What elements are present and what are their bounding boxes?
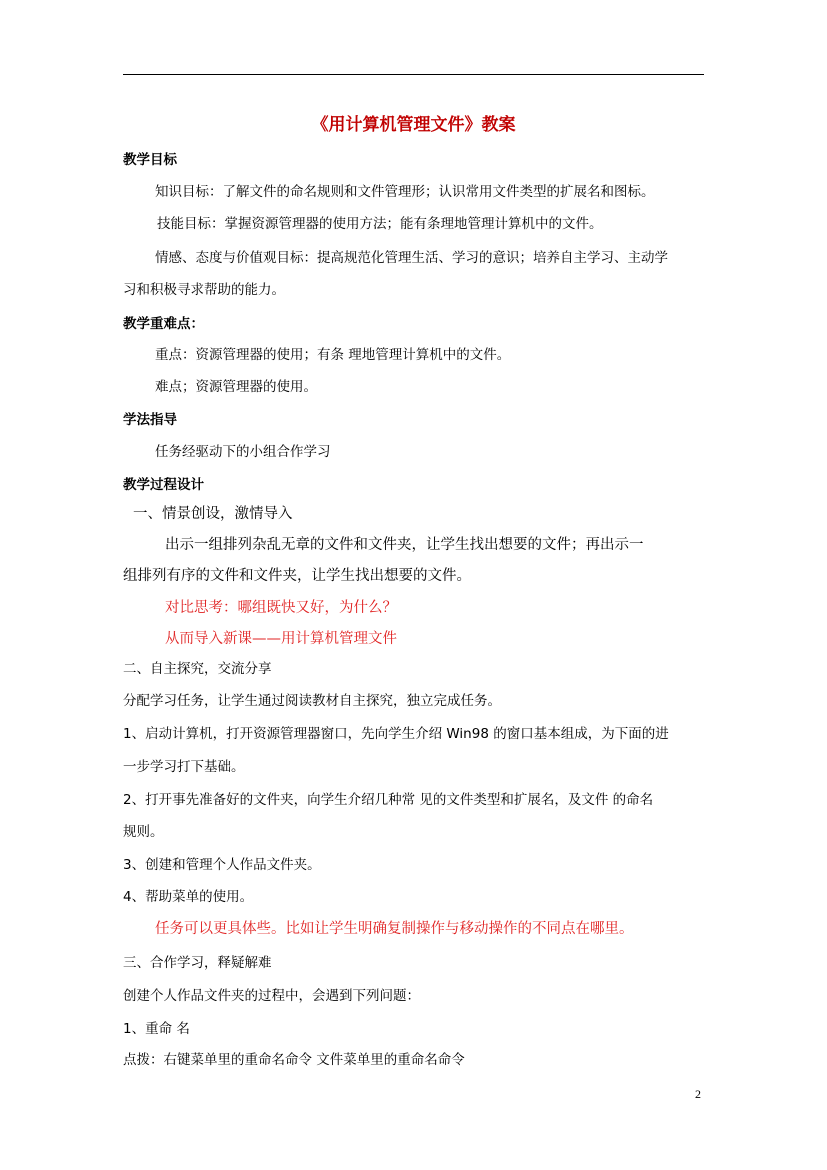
- heading-study-guide: 学法指导: [123, 412, 177, 428]
- section-two-title: 二、自主探究，交流分享: [123, 661, 272, 677]
- header-rule: [123, 74, 704, 75]
- task-note: 任务可以更具体些。比如让学生明确复制操作与移动操作的不同点在哪里。: [155, 921, 634, 937]
- study-method: 任务经驱动下的小组合作学习: [155, 444, 331, 460]
- section-three-title: 三、合作学习，释疑解难: [123, 955, 272, 971]
- key-point: 重点：资源管理器的使用；有条 理地管理计算机中的文件。: [155, 347, 511, 363]
- problem-1: 1、重命 名: [123, 1021, 190, 1037]
- lead-in: 从而导入新课——用计算机管理文件: [165, 631, 397, 647]
- attitude-goal-cont: 习和积极寻求帮助的能力。: [123, 282, 285, 298]
- section-one-text-cont: 组排列有序的文件和文件夹，让学生找出想要的文件。: [123, 568, 471, 584]
- difficult-point: 难点；资源管理器的使用。: [155, 379, 317, 395]
- heading-teaching-process: 教学过程设计: [123, 477, 204, 493]
- step-1: 1、启动计算机，打开资源管理器窗口，先向学生介绍 Win98 的窗口基本组成，为下面的进: [123, 726, 669, 742]
- assign-task: 分配学习任务，让学生通过阅读教材自主探究，独立完成任务。: [123, 693, 501, 709]
- heading-key-points: 教学重难点：: [123, 316, 204, 332]
- knowledge-goal: 知识目标：了解文件的命名规则和文件管理形；认识常用文件类型的扩展名和图标。: [155, 184, 655, 200]
- step-2-cont: 规则。: [123, 824, 164, 840]
- section-one-text: 出示一组排列杂乱无章的文件和文件夹，让学生找出想要的文件；再出示一: [165, 537, 644, 553]
- hint-rename: 点拨：右键菜单里的重命名命令 文件菜单里的重命名命令: [123, 1052, 465, 1068]
- page-number: 2: [695, 1087, 701, 1101]
- step-2: 2、打开事先准备好的文件夹，向学生介绍几种常 见的文件类型和扩展名，及文件 的命名: [123, 792, 654, 808]
- heading-teaching-goals: 教学目标: [123, 152, 177, 168]
- step-1-cont: 一步学习打下基础。: [123, 759, 245, 775]
- attitude-goal: 情感、态度与价值观目标：提高规范化管理生活、学习的意识；培养自主学习、主动学: [155, 250, 668, 266]
- skill-goal: 技能目标：掌握资源管理器的使用方法；能有条理地管理计算机中的文件。: [157, 216, 603, 232]
- step-4: 4、帮助菜单的使用。: [123, 889, 254, 905]
- section-one-title: 一、情景创设，激情导入: [133, 506, 293, 522]
- folder-problems-intro: 创建个人作品文件夹的过程中，会遇到下列问题：: [123, 988, 420, 1004]
- step-3: 3、创建和管理个人作品文件夹。: [123, 857, 321, 873]
- compare-question: 对比思考：哪组既快又好，为什么？: [165, 600, 397, 616]
- document-title: 《用计算机管理文件》教案: [311, 115, 516, 135]
